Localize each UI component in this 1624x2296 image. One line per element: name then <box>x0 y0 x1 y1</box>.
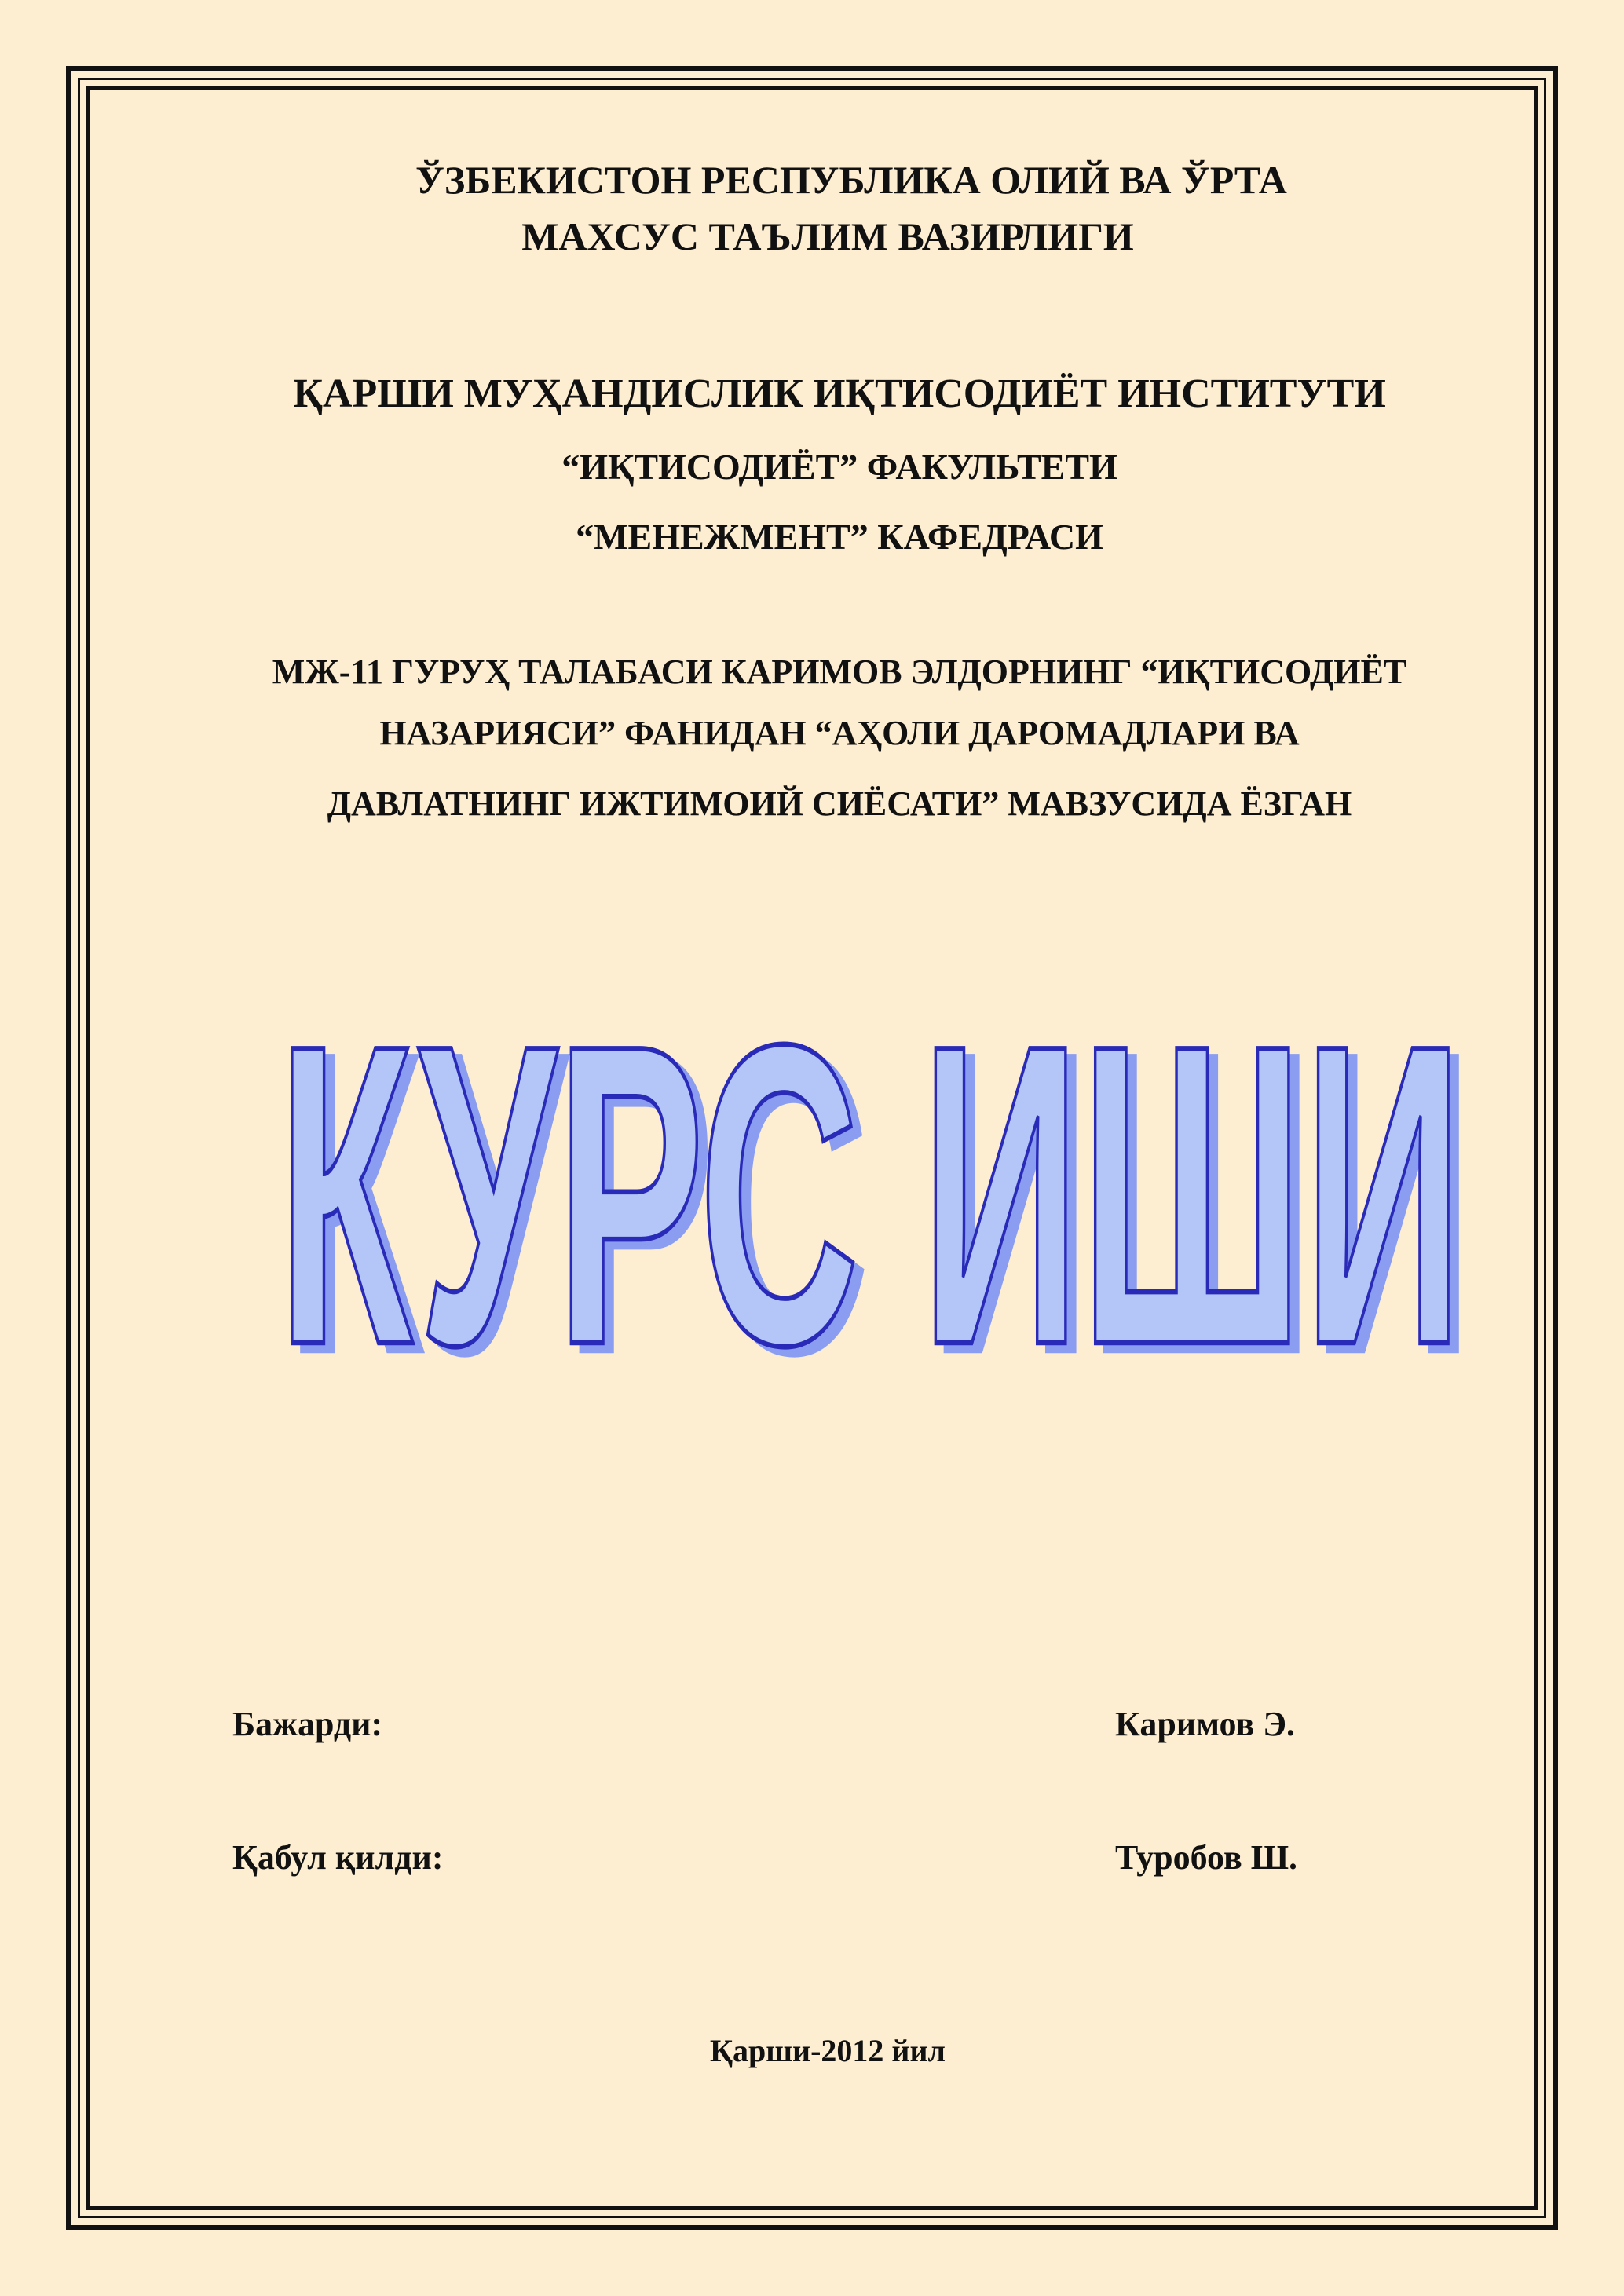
description-line-3: ДАВЛАТНИНГ ИЖТИМОИЙ СИЁСАТИ” МАВЗУСИДА ЁЗГАН <box>327 784 1352 823</box>
ministry-line-1: ЎЗБЕКИСТОН РЕСПУБЛИКА ОЛИЙ ВА ЎРТА <box>415 158 1287 202</box>
ministry-line-2: МАХСУС ТАЪЛИМ ВАЗИРЛИГИ <box>521 214 1134 258</box>
accepted-by-label: Қабул қилди: <box>232 1838 444 1877</box>
accepted-by-name: Туробов Ш. <box>1115 1838 1298 1877</box>
performed-by-label: Бажарди: <box>232 1705 383 1743</box>
city-year: Қарши-2012 йил <box>710 2033 946 2068</box>
performed-by-name: Каримов Э. <box>1115 1705 1296 1743</box>
description-line-2: НАЗАРИЯСИ” ФАНИДАН “АҲОЛИ ДАРОМАДЛАРИ ВА <box>379 714 1300 752</box>
title-text: КУРС ИШИ <box>277 956 1464 1398</box>
description-line-1: МЖ-11 ГУРУҲ ТАЛАБАСИ КАРИМОВ ЭЛДОРНИНГ “ИҚТИСОДИЁТ <box>272 653 1407 691</box>
department-name: “МЕНЕЖМЕНТ” КАФЕДРАСИ <box>576 517 1103 557</box>
institute-name: ҚАРШИ МУҲАНДИСЛИК ИҚТИСОДИЁТ ИНСТИТУТИ <box>293 371 1386 416</box>
faculty-name: “ИҚТИСОДИЁТ” ФАКУЛЬТЕТИ <box>561 447 1117 487</box>
title-shadow: КУРС ИШИ <box>286 963 1472 1398</box>
course-work-title <box>259 927 1484 1398</box>
